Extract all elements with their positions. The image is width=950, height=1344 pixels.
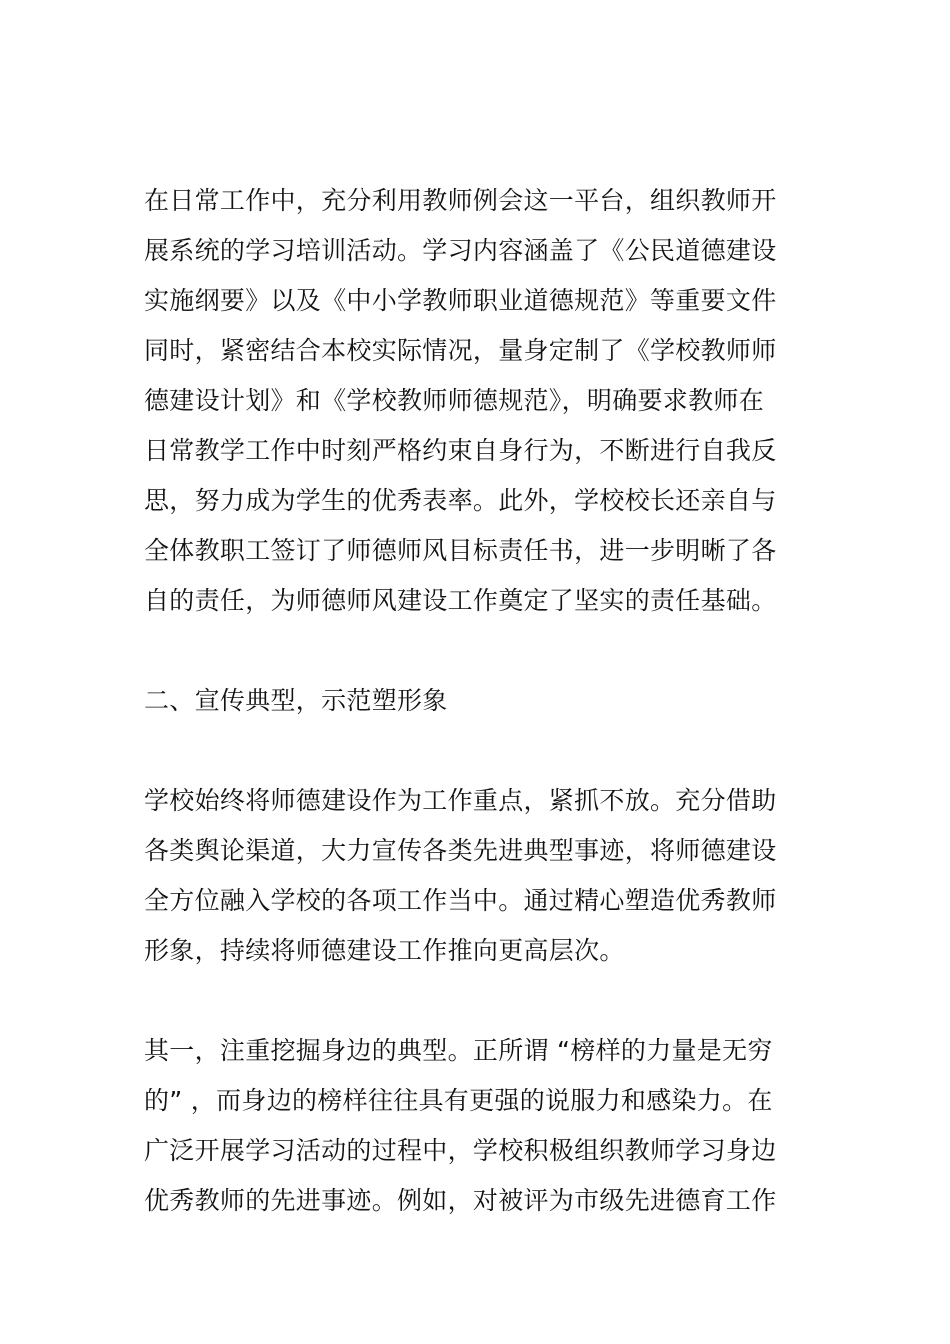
text-line: 展系统的学习培训活动。学习内容涵盖了《公民道德建设: [144, 236, 777, 265]
text-line: 同时，紧密结合本校实际情况，量身定制了《学校教师师: [144, 336, 777, 365]
text-line: 日常教学工作中时刻严格约束自身行为，不断进行自我反: [144, 436, 777, 465]
text-line: 的” ，而身边的榜样往往具有更强的说服力和感染力。在: [144, 1086, 773, 1115]
text-line: 思，努力成为学生的优秀表率。此外，学校校长还亲自与: [144, 486, 777, 515]
text-line: 其一，注重挖掘身边的典型。正所谓 “榜样的力量是无穷: [144, 1036, 773, 1065]
paragraph-promotion: [144, 776, 814, 976]
paragraph-spacer: [144, 626, 814, 676]
text-line: 自的责任，为师德师风建设工作奠定了坚实的责任基础。: [144, 586, 777, 615]
document-page: [144, 176, 814, 1226]
paragraph-teacher-training: [144, 176, 814, 626]
section-heading: [144, 676, 814, 726]
section-heading-text: 二、宣传典型，示范塑形象: [144, 686, 448, 715]
text-line: 学校始终将师德建设作为工作重点，紧抓不放。充分借助: [144, 786, 777, 815]
text-line: 实施纲要》以及《中小学教师职业道德规范》等重要文件: [144, 286, 777, 315]
text-line: 全方位融入学校的各项工作当中。通过精心塑造优秀教师: [144, 886, 777, 915]
text-line: 各类舆论渠道，大力宣传各类先进典型事迹，将师德建设: [144, 836, 777, 865]
paragraph-role-models: [144, 1026, 814, 1226]
text-line: 广泛开展学习活动的过程中，学校积极组织教师学习身边: [144, 1136, 777, 1165]
text-line: 在日常工作中，充分利用教师例会这一平台，组织教师开: [144, 186, 777, 215]
paragraph-spacer: [144, 976, 814, 1026]
text-line: 形象，持续将师德建设工作推向更高层次。: [144, 936, 625, 965]
text-line: 全体教职工签订了师德师风目标责任书，进一步明晰了各: [144, 536, 777, 565]
text-line: 德建设计划》和《学校教师师德规范》，明确要求教师在: [144, 386, 765, 415]
paragraph-spacer: [144, 726, 814, 776]
text-line: 优秀教师的先进事迹。例如，对被评为市级先进德育工作: [144, 1186, 777, 1215]
